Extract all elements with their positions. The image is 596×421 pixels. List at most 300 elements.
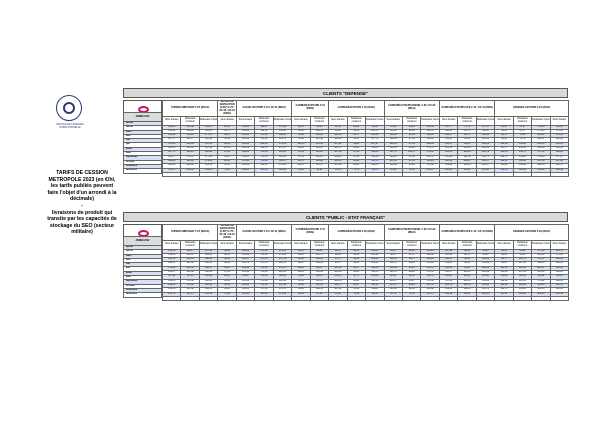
price-cell: 91,38 bbox=[292, 134, 310, 138]
price-cell: 190,37 bbox=[199, 266, 217, 270]
price-cell: 101,17 bbox=[292, 164, 310, 168]
price-cell bbox=[218, 296, 236, 300]
price-cell: 87,59 bbox=[403, 142, 421, 146]
price-cell bbox=[163, 296, 181, 300]
price-cell: 193,68 bbox=[199, 151, 217, 155]
category-header: CARBURÉACTEURS F-34 (RDAI) bbox=[292, 225, 329, 241]
price-cell: 107,78 bbox=[366, 138, 384, 142]
price-cell: 95,84 bbox=[403, 283, 421, 287]
price-cell: 92,23 bbox=[347, 262, 365, 266]
price-cell: 95,99 bbox=[403, 164, 421, 168]
month-label: mai bbox=[124, 139, 162, 143]
price-cell: 86,26 bbox=[458, 142, 476, 146]
price-cell: 108,30 bbox=[458, 164, 476, 168]
column-subheader: Dédouané continent bbox=[310, 116, 328, 125]
price-cell: 91,75 bbox=[218, 129, 236, 133]
price-cell: 90,38 bbox=[476, 129, 494, 133]
price-cell: 107,81 bbox=[329, 142, 347, 146]
price-cell: 96,57 bbox=[384, 253, 402, 257]
price-cell: 174,10 bbox=[273, 292, 291, 296]
table-row bbox=[163, 296, 569, 300]
price-cell: 156,85 bbox=[532, 168, 550, 172]
price-cell: 107,39 bbox=[329, 288, 347, 292]
price-cell: 97,45 bbox=[292, 155, 310, 159]
tariff-table bbox=[162, 224, 569, 301]
price-cell: 75,72 bbox=[347, 168, 365, 172]
column-subheader: Dédouané Corse bbox=[199, 116, 217, 125]
price-cell: 111,10 bbox=[310, 279, 328, 283]
column-subheader: Dédouané continent bbox=[255, 240, 273, 249]
price-cell: 192,54 bbox=[199, 288, 217, 292]
price-cell: 165,57 bbox=[421, 155, 439, 159]
month-label: mars bbox=[124, 254, 162, 258]
price-cell: 93,87 bbox=[218, 134, 236, 138]
price-cell: 147,96 bbox=[439, 249, 457, 253]
price-cell: 91,40 bbox=[292, 138, 310, 142]
price-cell: 78,24 bbox=[218, 168, 236, 172]
price-cell: 173,57 bbox=[273, 266, 291, 270]
price-cell: 156,50 bbox=[236, 288, 254, 292]
price-cell: 67,57 bbox=[513, 129, 531, 133]
price-cell: 89,70 bbox=[292, 125, 310, 129]
price-cell bbox=[181, 172, 199, 176]
price-cell: 154,19 bbox=[439, 253, 457, 257]
price-cell: 104,42 bbox=[495, 283, 513, 287]
price-cell: 187,40 bbox=[181, 262, 199, 266]
price-cell bbox=[310, 172, 328, 176]
price-cell: 183,81 bbox=[550, 151, 568, 155]
price-cell: 104,77 bbox=[329, 283, 347, 287]
price-cell: 165,91 bbox=[273, 168, 291, 172]
price-cell: 163,84 bbox=[163, 283, 181, 287]
price-cell: 180,24 bbox=[199, 283, 217, 287]
price-cell: 174,95 bbox=[163, 142, 181, 146]
price-cell: 106,35 bbox=[366, 134, 384, 138]
price-cell: 179,62 bbox=[199, 159, 217, 163]
month-label: juin bbox=[124, 143, 162, 147]
price-cell: 160,82 bbox=[236, 147, 254, 151]
price-cell: 105,33 bbox=[458, 279, 476, 283]
price-cell: 185,42 bbox=[550, 292, 568, 296]
price-cell: 94,58 bbox=[292, 275, 310, 279]
price-cell: 88,70 bbox=[458, 253, 476, 257]
price-cell: 170,52 bbox=[255, 275, 273, 279]
price-cell bbox=[255, 172, 273, 176]
price-cell: 104,88 bbox=[329, 271, 347, 275]
price-cell: 152,52 bbox=[421, 125, 439, 129]
price-cell: 131,08 bbox=[513, 288, 531, 292]
price-cell: 179,66 bbox=[255, 271, 273, 275]
price-cell: 72,74 bbox=[513, 138, 531, 142]
month-label: octobre bbox=[124, 284, 162, 288]
price-cell: 171,40 bbox=[421, 164, 439, 168]
price-cell bbox=[495, 296, 513, 300]
price-cell: 163,45 bbox=[439, 275, 457, 279]
price-cell bbox=[292, 296, 310, 300]
price-cell: 198,38 bbox=[181, 271, 199, 275]
price-cell: 165,53 bbox=[236, 271, 254, 275]
category-header: CARBURÉACTEURS F-35 (95AC) bbox=[329, 101, 384, 117]
price-cell: 108,68 bbox=[476, 258, 494, 262]
sidebar-description bbox=[46, 170, 118, 236]
price-cell: 110,16 bbox=[366, 283, 384, 287]
price-cell: 90,63 bbox=[458, 262, 476, 266]
price-cell: 93,07 bbox=[403, 279, 421, 283]
tariff-table bbox=[162, 100, 569, 177]
price-cell: 106,20 bbox=[384, 134, 402, 138]
price-cell: 88,85 bbox=[513, 253, 531, 257]
column-subheader: Dédouané Corse bbox=[532, 116, 550, 125]
price-cell: 97,94 bbox=[403, 159, 421, 163]
price-cell: 56,96 bbox=[329, 129, 347, 133]
price-cell: 158,70 bbox=[421, 266, 439, 270]
price-cell: 112,76 bbox=[495, 288, 513, 292]
column-subheader: Sous douane bbox=[329, 116, 347, 125]
column-subheader: Dédouané continent bbox=[458, 116, 476, 125]
price-cell: 104,80 bbox=[384, 155, 402, 159]
price-cell: 185,15 bbox=[181, 275, 199, 279]
price-cell: 102,36 bbox=[329, 134, 347, 138]
price-cell: 106,74 bbox=[458, 283, 476, 287]
month-label: septembre bbox=[124, 280, 162, 284]
price-cell: 159,22 bbox=[439, 288, 457, 292]
category-header: GASOIL DE NAVIGATION (F-86*) F-75 / GF-63 / AF-91 (RDAI) bbox=[219, 100, 235, 115]
price-cell: 156,34 bbox=[439, 266, 457, 270]
price-cell: 83,71 bbox=[458, 129, 476, 133]
price-cell: 125,48 bbox=[310, 142, 328, 146]
price-cell: 203,67 bbox=[532, 266, 550, 270]
price-cell: 169,13 bbox=[439, 138, 457, 142]
price-cell: 94,85 bbox=[495, 262, 513, 266]
price-cell: 125,44 bbox=[476, 168, 494, 172]
price-cell: 150,11 bbox=[163, 129, 181, 133]
price-cell: 180,55 bbox=[273, 271, 291, 275]
price-cell: 185,23 bbox=[532, 292, 550, 296]
price-cell: 159,77 bbox=[163, 155, 181, 159]
price-cell: 98,18 bbox=[292, 288, 310, 292]
price-cell bbox=[532, 172, 550, 176]
price-cell: 186,02 bbox=[532, 275, 550, 279]
price-cell: 86,91 bbox=[218, 125, 236, 129]
price-cell: 132,28 bbox=[513, 142, 531, 146]
price-cell: 164,15 bbox=[199, 129, 217, 133]
price-cell: 205,24 bbox=[550, 142, 568, 146]
price-cell: 98,43 bbox=[384, 275, 402, 279]
price-cell: 92,67 bbox=[384, 249, 402, 253]
price-cell: 89,89 bbox=[347, 142, 365, 146]
price-cell: 159,26 bbox=[163, 279, 181, 283]
price-cell: 162,28 bbox=[421, 134, 439, 138]
price-cell: 171,00 bbox=[550, 253, 568, 257]
sidebar-dash: - bbox=[81, 202, 83, 209]
price-cell: 155,38 bbox=[163, 249, 181, 253]
price-cell: 173,79 bbox=[273, 258, 291, 262]
price-cell: 125,56 bbox=[513, 279, 531, 283]
price-cell: 101,58 bbox=[384, 258, 402, 262]
price-cell: 159,45 bbox=[163, 253, 181, 257]
price-cell: 195,03 bbox=[550, 288, 568, 292]
price-cell: 106,08 bbox=[329, 155, 347, 159]
column-subheader: Sous douane bbox=[550, 240, 568, 249]
month-label: mars bbox=[124, 130, 162, 134]
price-cell: 159,40 bbox=[439, 164, 457, 168]
price-cell: 86,65 bbox=[476, 249, 494, 253]
column-subheader: Dédouané continent bbox=[403, 116, 421, 125]
price-cell: 87,83 bbox=[347, 155, 365, 159]
price-cell: 90,45 bbox=[292, 253, 310, 257]
column-subheader: Dédouané Corse bbox=[421, 240, 439, 249]
price-cell: 95,04 bbox=[218, 279, 236, 283]
price-cell: 161,56 bbox=[550, 125, 568, 129]
price-cell: 158,87 bbox=[439, 134, 457, 138]
price-cell: 196,01 bbox=[550, 271, 568, 275]
price-cell: 174,19 bbox=[255, 134, 273, 138]
section-title: CLIENTS "PUBLIC - ETAT FRANÇAIS" bbox=[123, 212, 568, 222]
price-cell: 172,73 bbox=[163, 292, 181, 296]
month-label: avril bbox=[124, 258, 162, 262]
price-cell: 96,06 bbox=[476, 253, 494, 257]
month-label: octobre bbox=[124, 160, 162, 164]
price-cell: 150,66 bbox=[236, 142, 254, 146]
price-cell: 93,32 bbox=[292, 283, 310, 287]
price-cell: 102,26 bbox=[476, 262, 494, 266]
month-label: août bbox=[124, 276, 162, 280]
price-cell: 161,55 bbox=[439, 151, 457, 155]
price-cell: 92,36 bbox=[347, 258, 365, 262]
price-cell: 94,88 bbox=[403, 288, 421, 292]
price-cell: 109,65 bbox=[366, 258, 384, 262]
price-cell: 127,63 bbox=[513, 271, 531, 275]
price-cell: 144,59 bbox=[181, 125, 199, 129]
price-cell: 164,04 bbox=[199, 253, 217, 257]
price-cell bbox=[403, 172, 421, 176]
price-cell bbox=[273, 172, 291, 176]
price-cell: 196,63 bbox=[181, 164, 199, 168]
price-cell: 166,65 bbox=[163, 164, 181, 168]
subheader-row bbox=[163, 240, 569, 249]
price-cell: 185,56 bbox=[181, 288, 199, 292]
price-cell bbox=[532, 296, 550, 300]
price-cell: 105,13 bbox=[458, 271, 476, 275]
price-cell: 176,06 bbox=[532, 155, 550, 159]
logo-spacer bbox=[124, 100, 162, 113]
price-cell: 95,39 bbox=[218, 142, 236, 146]
price-cell: 95,41 bbox=[218, 164, 236, 168]
price-cell: 136,46 bbox=[513, 159, 531, 163]
price-cell: 84,22 bbox=[513, 249, 531, 253]
price-cell: 192,15 bbox=[532, 164, 550, 168]
price-cell: 96,77 bbox=[495, 258, 513, 262]
price-cell: 185,75 bbox=[550, 249, 568, 253]
price-cell: 196,15 bbox=[181, 151, 199, 155]
price-cell: 92,27 bbox=[292, 262, 310, 266]
price-cell: 175,05 bbox=[273, 249, 291, 253]
price-cell: 86,46 bbox=[384, 129, 402, 133]
month-column bbox=[123, 224, 162, 298]
price-cell bbox=[384, 172, 402, 176]
price-cell: 205,75 bbox=[181, 292, 199, 296]
price-cell: 104,05 bbox=[384, 138, 402, 142]
price-cell: 102,18 bbox=[329, 275, 347, 279]
price-cell: 98,64 bbox=[310, 249, 328, 253]
seo-logo-icon bbox=[56, 95, 82, 121]
price-cell: 162,36 bbox=[255, 129, 273, 133]
price-cell: 165,84 bbox=[421, 288, 439, 292]
category-header: SUPERCARBURANT F-67 (95/AC) bbox=[163, 101, 218, 117]
price-cell bbox=[476, 296, 494, 300]
price-cell: 180,53 bbox=[532, 288, 550, 292]
price-cell: 166,66 bbox=[199, 262, 217, 266]
price-cell: 109,48 bbox=[384, 164, 402, 168]
price-cell: 161,56 bbox=[439, 147, 457, 151]
price-cell: 84,96 bbox=[495, 129, 513, 133]
price-cell: 108,08 bbox=[310, 134, 328, 138]
price-cell: 104,27 bbox=[384, 279, 402, 283]
price-cell: 205,56 bbox=[181, 266, 199, 270]
price-cell: 156,86 bbox=[236, 292, 254, 296]
price-cell: 199,65 bbox=[199, 168, 217, 172]
price-cell: 102,78 bbox=[495, 155, 513, 159]
price-cell: 106,44 bbox=[384, 266, 402, 270]
price-cell: 64,06 bbox=[403, 125, 421, 129]
price-cell: 91,47 bbox=[347, 138, 365, 142]
price-cell: 102,63 bbox=[495, 142, 513, 146]
price-cell: 173,23 bbox=[273, 125, 291, 129]
price-cell: 79,79 bbox=[458, 125, 476, 129]
price-cell: 164,93 bbox=[236, 279, 254, 283]
price-cell: 166,67 bbox=[181, 253, 199, 257]
price-cell: 164,02 bbox=[273, 151, 291, 155]
price-cell: 195,12 bbox=[550, 275, 568, 279]
price-cell: 84,30 bbox=[495, 125, 513, 129]
price-cell: 104,12 bbox=[329, 266, 347, 270]
price-cell: 178,10 bbox=[255, 159, 273, 163]
price-cell: 88,75 bbox=[458, 134, 476, 138]
price-cell: 163,55 bbox=[273, 155, 291, 159]
price-cell: 114,73 bbox=[476, 155, 494, 159]
column-subheader: Dédouané continent bbox=[347, 240, 365, 249]
month-label: janvier bbox=[124, 122, 162, 126]
price-cell: 153,12 bbox=[458, 147, 476, 151]
price-cell: 182,91 bbox=[532, 134, 550, 138]
price-cell: 192,51 bbox=[550, 283, 568, 287]
price-cell: 98,94 bbox=[310, 168, 328, 172]
price-cell: 66,86 bbox=[347, 129, 365, 133]
column-subheader: Sous douane bbox=[550, 116, 568, 125]
price-cell: 156,27 bbox=[439, 142, 457, 146]
price-cell: 160,86 bbox=[236, 249, 254, 253]
price-cell: 101,15 bbox=[292, 142, 310, 146]
price-cell: 108,19 bbox=[366, 253, 384, 257]
column-subheader: Sous douane bbox=[384, 116, 402, 125]
price-cell: 180,34 bbox=[255, 147, 273, 151]
price-cell: 91,03 bbox=[366, 292, 384, 296]
price-cell: 97,27 bbox=[329, 258, 347, 262]
price-cell: 139,10 bbox=[513, 147, 531, 151]
month-label: juin bbox=[124, 267, 162, 271]
price-cell: 171,81 bbox=[550, 129, 568, 133]
price-cell: 119,04 bbox=[366, 151, 384, 155]
price-cell: 101,40 bbox=[495, 168, 513, 172]
price-cell: 155,71 bbox=[421, 292, 439, 296]
price-cell: 105,66 bbox=[384, 288, 402, 292]
price-cell: 159,24 bbox=[439, 262, 457, 266]
price-cell: 112,80 bbox=[366, 266, 384, 270]
price-cell: 136,28 bbox=[513, 155, 531, 159]
price-cell: 106,13 bbox=[458, 151, 476, 155]
price-cell: 185,49 bbox=[550, 168, 568, 172]
price-cell: 103,76 bbox=[366, 129, 384, 133]
table-row bbox=[163, 172, 569, 176]
price-cell: 186,77 bbox=[181, 138, 199, 142]
price-cell: 177,09 bbox=[199, 155, 217, 159]
price-cell: 177,07 bbox=[199, 134, 217, 138]
price-cell: 117,06 bbox=[329, 164, 347, 168]
price-cell bbox=[199, 172, 217, 176]
price-cell: 87,59 bbox=[403, 138, 421, 142]
price-cell: 175,99 bbox=[255, 249, 273, 253]
price-cell: 96,84 bbox=[403, 262, 421, 266]
price-cell: 167,31 bbox=[421, 283, 439, 287]
price-cell bbox=[421, 172, 439, 176]
price-cell: 72,79 bbox=[403, 292, 421, 296]
price-cell: 186,25 bbox=[532, 283, 550, 287]
price-cell: 178,42 bbox=[532, 279, 550, 283]
price-cell: 97,66 bbox=[310, 292, 328, 296]
price-cell bbox=[550, 296, 568, 300]
price-cell: 144,07 bbox=[199, 125, 217, 129]
price-cell: 157,09 bbox=[199, 249, 217, 253]
price-cell: 160,84 bbox=[236, 283, 254, 287]
category-header: CARBURÉACTEURS F-35 (95AC) bbox=[329, 225, 384, 241]
price-cell: 104,22 bbox=[329, 138, 347, 142]
column-subheader: Dédouané continent bbox=[310, 240, 328, 249]
price-cell: 87,34 bbox=[347, 151, 365, 155]
price-cell: 150,21 bbox=[236, 155, 254, 159]
column-subheader: Sous douane bbox=[236, 240, 254, 249]
price-cell: 93,45 bbox=[403, 266, 421, 270]
price-cell: 178,72 bbox=[532, 258, 550, 262]
price-cell: 117,25 bbox=[513, 262, 531, 266]
price-cell: 85,74 bbox=[495, 134, 513, 138]
price-cell: 161,11 bbox=[273, 129, 291, 133]
price-cell bbox=[347, 172, 365, 176]
price-cell: 88,03 bbox=[347, 271, 365, 275]
price-cell: 157,62 bbox=[439, 279, 457, 283]
year-label: ANNEE 2022 bbox=[124, 237, 162, 246]
price-cell: 85,10 bbox=[384, 168, 402, 172]
price-cell: 98,64 bbox=[218, 275, 236, 279]
category-header: SUPERCARBURANT F-67 (95/AC) bbox=[163, 225, 218, 241]
price-cell bbox=[439, 172, 457, 176]
price-cell: 75,64 bbox=[347, 292, 365, 296]
category-header: GASOIL DE NAVIGATION (F-86*) F-75 / GF-63 / AF-91 (RDAI) bbox=[219, 224, 235, 239]
price-cell: 85,02 bbox=[347, 288, 365, 292]
price-cell: 106,16 bbox=[329, 279, 347, 283]
price-cell: 196,52 bbox=[199, 271, 217, 275]
price-cell: 200,66 bbox=[181, 168, 199, 172]
price-cell: 124,71 bbox=[310, 253, 328, 257]
category-header: ESSENCE AVIATION F-18 (95AC) bbox=[495, 101, 569, 117]
price-cell: 195,16 bbox=[550, 258, 568, 262]
price-cell bbox=[458, 296, 476, 300]
price-cell: 165,28 bbox=[181, 134, 199, 138]
section-defense bbox=[123, 88, 568, 172]
price-cell: 102,77 bbox=[403, 151, 421, 155]
price-cell: 187,32 bbox=[550, 159, 568, 163]
price-cell: 174,38 bbox=[255, 151, 273, 155]
price-cell: 94,07 bbox=[347, 266, 365, 270]
